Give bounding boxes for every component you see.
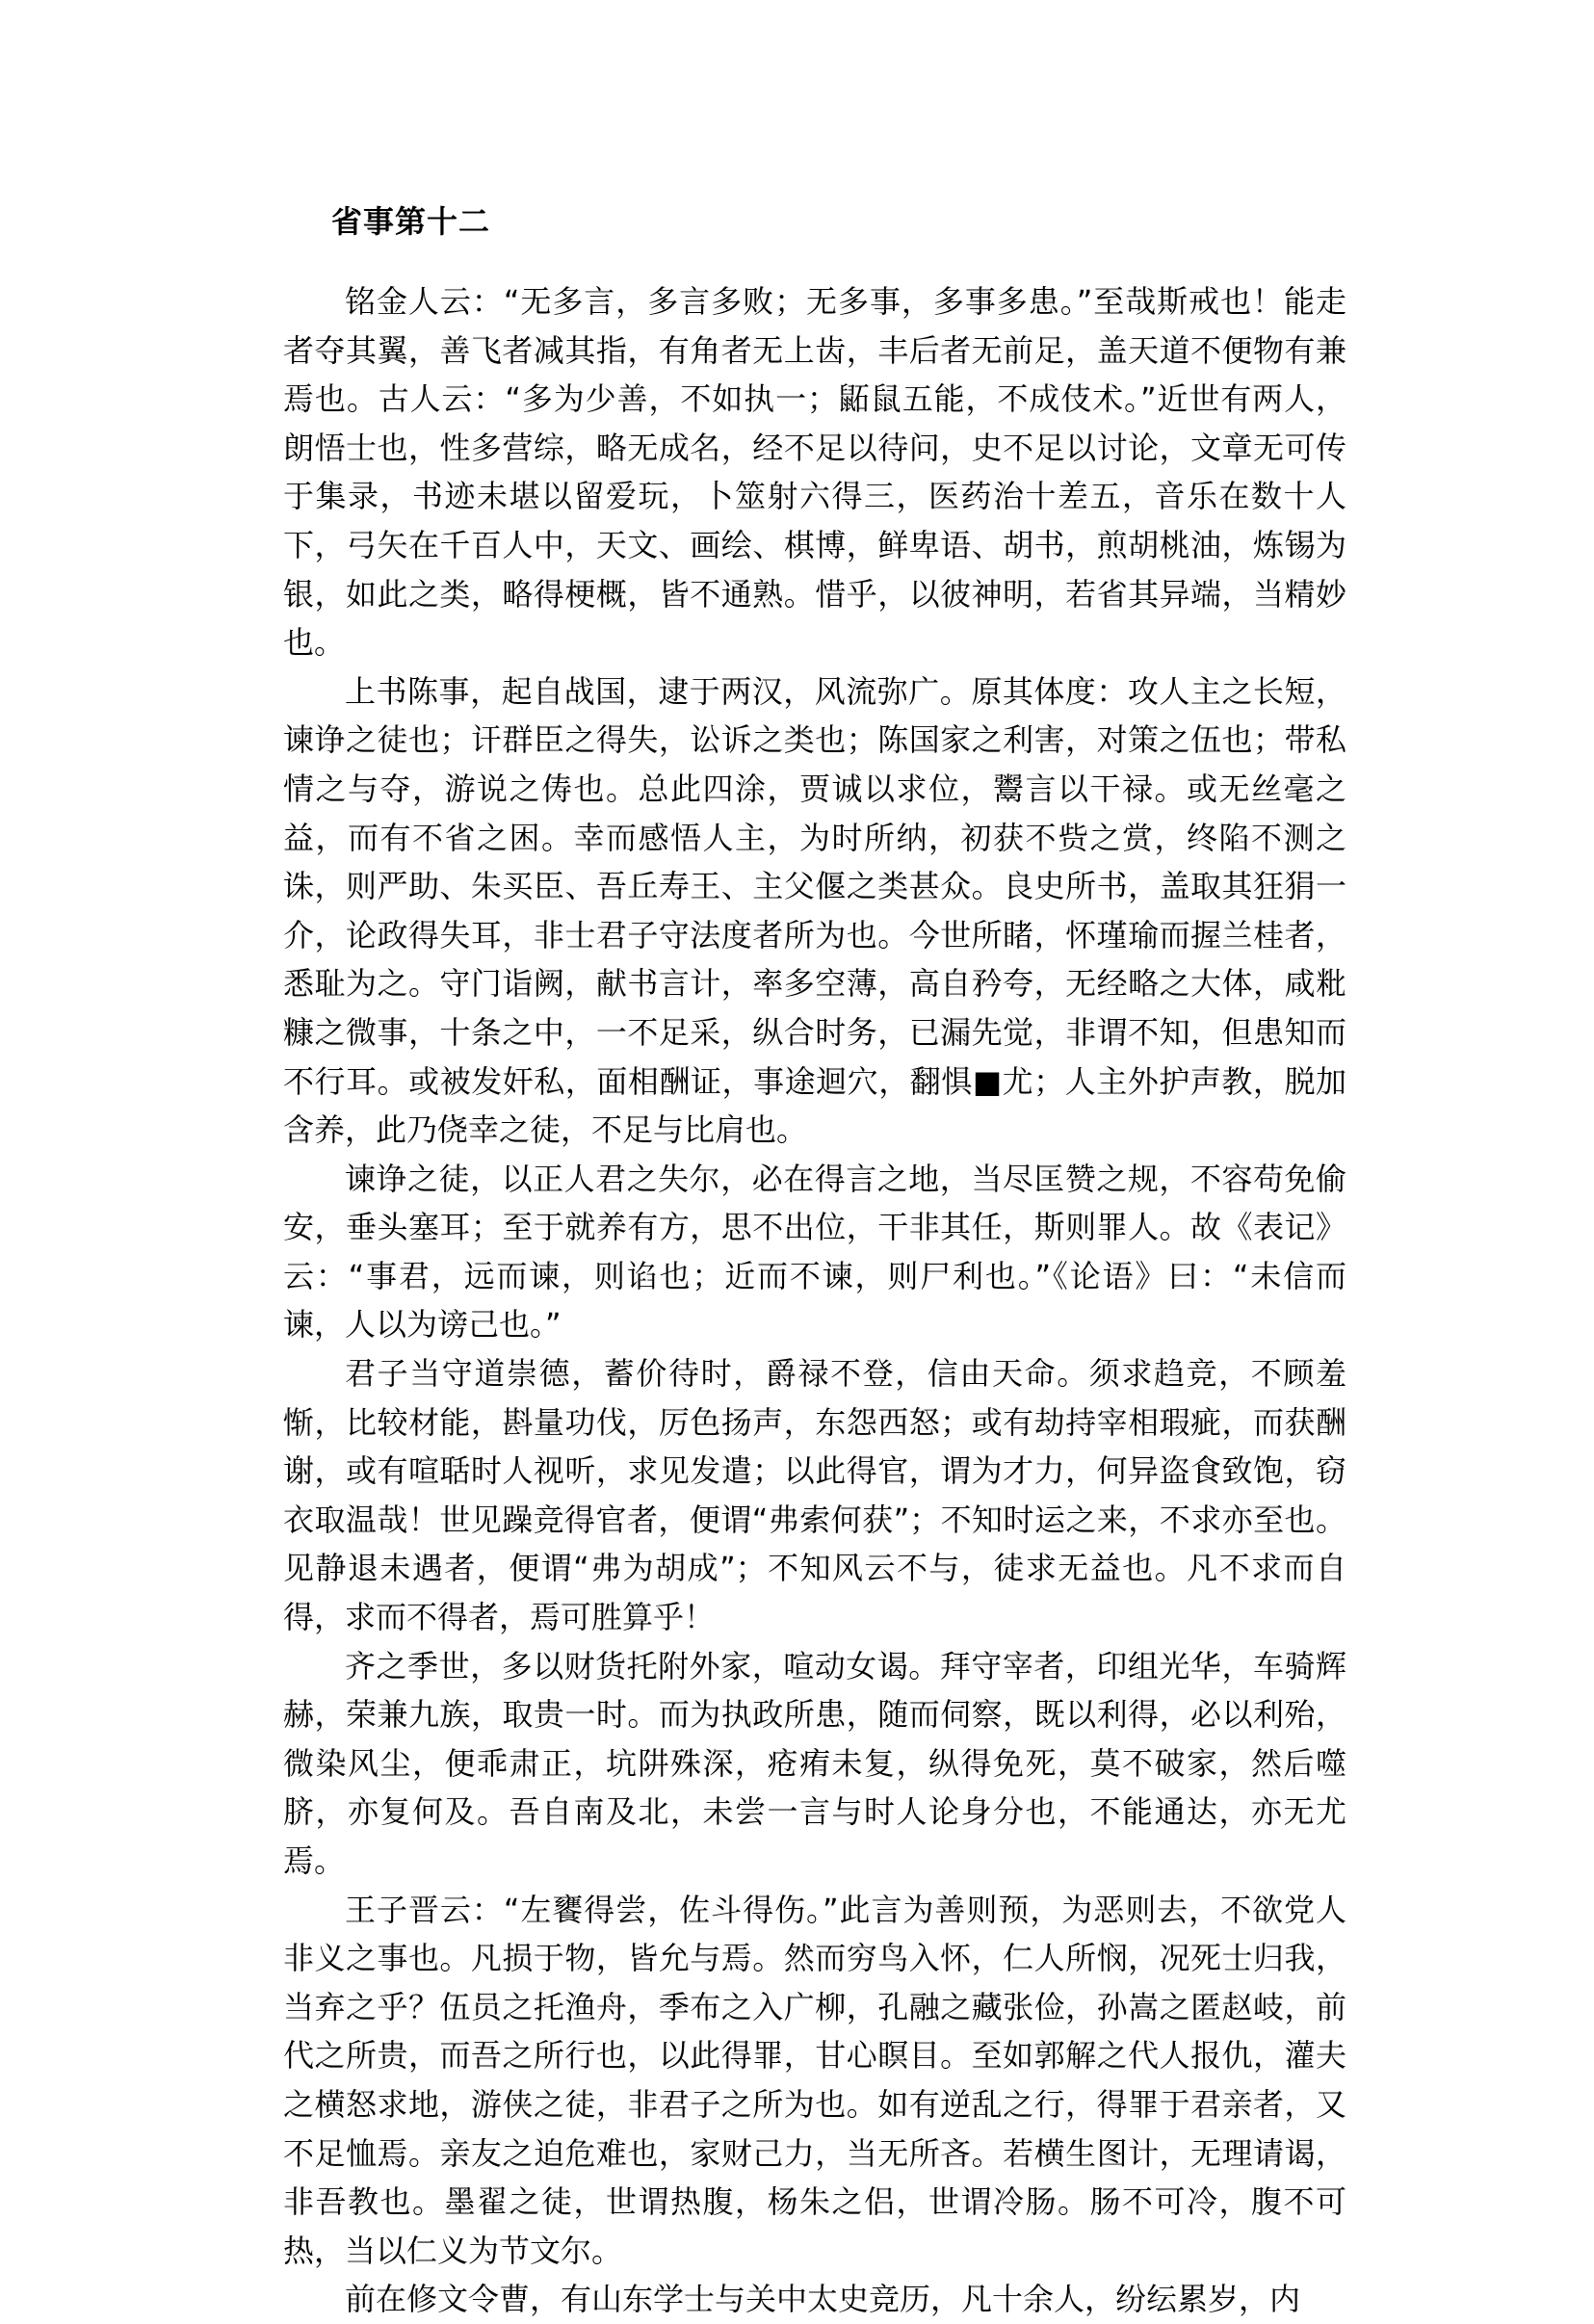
document-page [283, 200, 1346, 2324]
chapter-title: 省事第十二 [331, 203, 491, 240]
paragraph-6: 王子晋云：“左饔得尝，佐斗得伤。”此言为善则预，为恶则去，不欲党人非义之事也。凡损于物，皆允与焉。然而穷鸟入怀，仁人所悯，况死士归我，当弃之乎？伍员之托渔舟，季布之入广柳，孔融之藏张俭，孙嵩之匿赵岐，前代之所贵，而吾之所行也，以此得罪，甘心瞑目。至如郭解之代人报仇，灌夫之横怒求地，游侠之徒，非君子之所为也。如有逆乱之行，得罪于君亲者，又不足恤焉。亲友之迫危难也，家财己力，当无所吝。若横生图计，无理请谒，非吾教也。墨翟之徒，世谓热腹，杨朱之侣，世谓冷肠。肠不可冷，腹不可热，当以仁义为节文尔。 [283, 1891, 1346, 2269]
paragraph-3: 谏诤之徒，以正人君之失尔，必在得言之地，当尽匡赞之规，不容苟免偷安，垂头塞耳；至于就养有方，思不出位，干非其任，斯则罪人。故《表记》云：“事君，远而谏，则谄也；近而不谏，则尸利也。”《论语》曰：“未信而谏，人以为谤己也。” [283, 1160, 1346, 1344]
paragraph-1: 铭金人云：“无多言，多言多败；无多事，多事多患。”至哉斯戒也！能走者夺其翼，善飞者减其指，有角者无上齿，丰后者无前足，盖天道不便物有兼焉也。古人云：“多为少善，不如执一；鼫鼠五能，不成伎术。”近世有两人，朗悟士也，性多营综，略无成名，经不足以待问，史不足以讨论，文章无可传于集录，书迹未堪以留爱玩，卜筮射六得三，医药治十差五，音乐在数十人下，弓矢在千百人中，天文、画绘、棋博，鲜卑语、胡书，煎胡桃油，炼锡为银，如此之类，略得梗概，皆不通熟。惜乎，以彼神明，若省其异端，当精妙也。 [283, 283, 1346, 662]
paragraph-5: 齐之季世，多以财货托附外家，喧动女谒。拜守宰者，印组光华，车骑辉赫，荣兼九族，取贵一时。而为执政所患，随而伺察，既以利得，必以利殆，微染风尘，便乖肃正，坑阱殊深，疮痏未复，纵得免死，莫不破家，然后噬脐，亦复何及。吾自南及北，未尝一言与时人论身分也，不能通达，亦无尤焉。 [283, 1647, 1346, 1879]
paragraph-4: 君子当守道崇德，蓄价待时，爵禄不登，信由天命。须求趋竞，不顾羞惭，比较材能，斟量功伐，厉色扬声，东怨西怒；或有劫持宰相瑕疵，而获酬谢，或有喧聒时人视听，求见发遣；以此得官，谓为才力，何异盗食致饱，窃衣取温哉！世见躁竞得官者，便谓“弗索何获”；不知时运之来，不求亦至也。见静退未遇者，便谓“弗为胡成”；不知风云不与，徒求无益也。凡不求而自得，求而不得者，焉可胜算乎！ [283, 1355, 1346, 1636]
paragraph-2: 上书陈事，起自战国，逮于两汉，风流弥广。原其体度：攻人主之长短，谏诤之徒也；讦群臣之得失，讼诉之类也；陈国家之利害，对策之伍也；带私情之与夺，游说之俦也。总此四涂，贾诚以求位，鬻言以干禄。或无丝毫之益，而有不省之困。幸而感悟人主，为时所纳，初获不赀之赏，终陷不测之诛，则严助、朱买臣、吾丘寿王、主父偃之类甚众。良史所书，盖取其狂狷一介，论政得失耳，非士君子守法度者所为也。今世所睹，怀瑾瑜而握兰桂者，悉耻为之。守门诣阙，献书言计，率多空薄，高自矜夸，无经略之大体，咸粃糠之微事，十条之中，一不足采，纵合时务，已漏先觉，非谓不知，但患知而不行耳。或被发奸私，面相酬证，事途迴穴，翻惧■尤；人主外护声教，脱加含养，此乃侥幸之徒，不足与比肩也。 [283, 672, 1346, 1149]
paragraph-7: 前在修文令曹，有山东学士与关中太史竞历，凡十余人，纷纭累岁，内 [345, 2281, 1301, 2318]
